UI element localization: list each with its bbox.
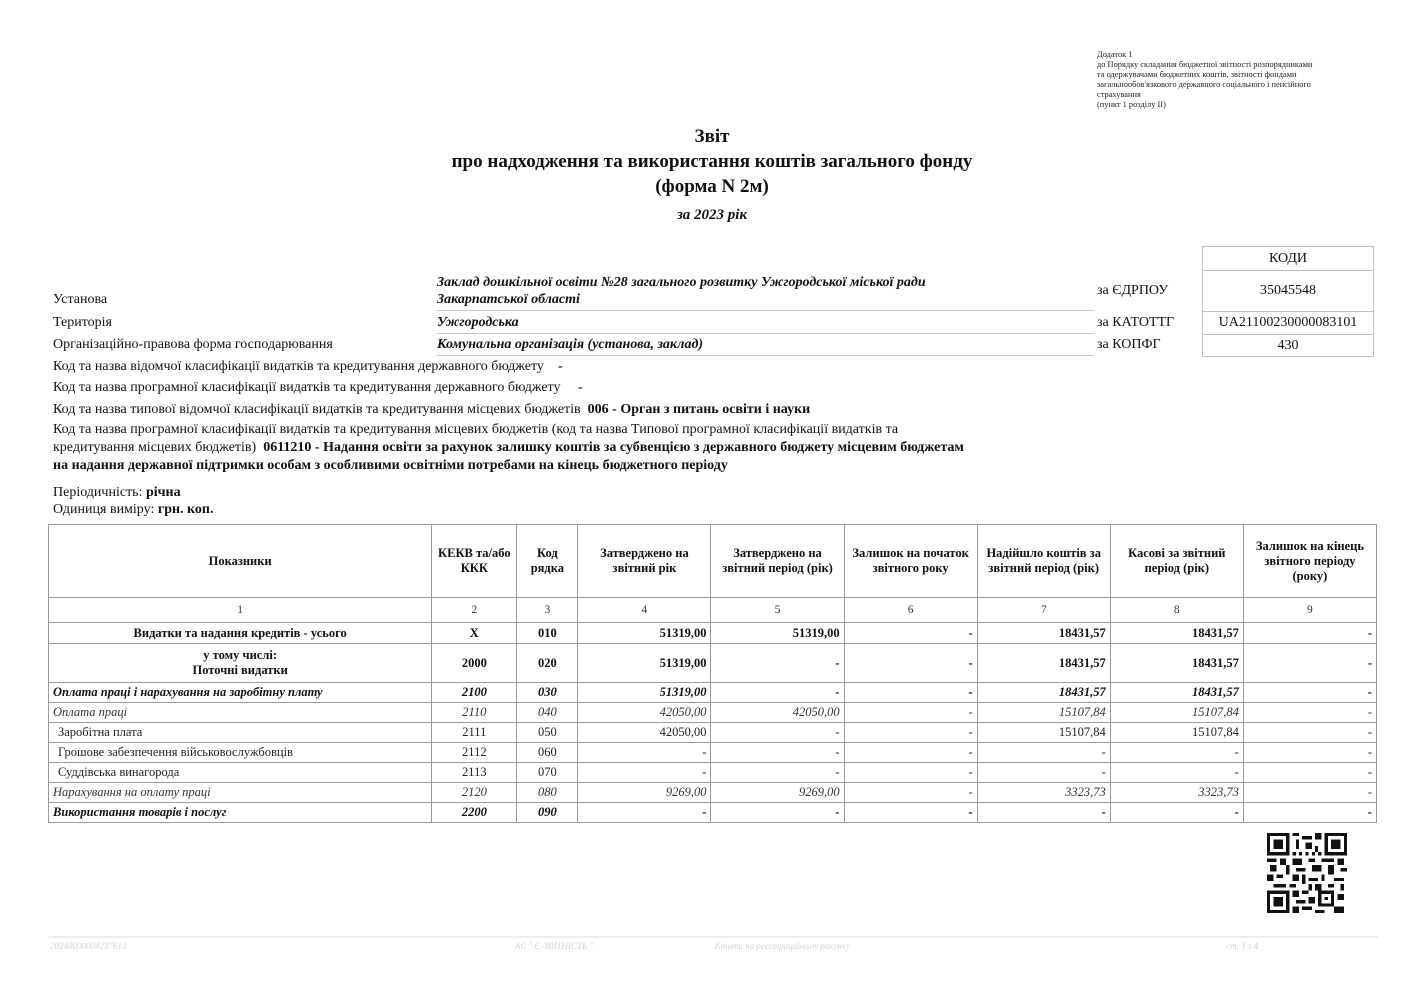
row-name: Заробітна плата bbox=[49, 723, 432, 743]
row-c7: 18431,57 bbox=[977, 644, 1110, 683]
row-kekv: X bbox=[432, 623, 517, 644]
row-c5: 42050,00 bbox=[711, 703, 844, 723]
table-row bbox=[49, 783, 1377, 803]
row-c4: - bbox=[578, 803, 711, 823]
row-code: 050 bbox=[517, 723, 578, 743]
row-kekv: 2111 bbox=[432, 723, 517, 743]
col-number: 2 bbox=[432, 598, 517, 623]
row-c9: - bbox=[1243, 723, 1376, 743]
row-c9: - bbox=[1243, 623, 1376, 644]
row-name: Оплата праці і нарахування на заробітну плату bbox=[49, 683, 432, 703]
footer-divider bbox=[48, 936, 1378, 938]
row-c7: - bbox=[977, 743, 1110, 763]
prog-local-value-line1: 0611210 - Надання освіти за рахунок залишку коштів за субвенцією з державного бюджету місцевим бюджетам bbox=[263, 440, 964, 455]
table-row bbox=[49, 644, 1377, 683]
row-c7: 15107,84 bbox=[977, 703, 1110, 723]
row-code: 090 bbox=[517, 803, 578, 823]
col-header: Код рядка bbox=[517, 525, 578, 598]
report-title bbox=[0, 124, 1424, 229]
row-c6: - bbox=[844, 703, 977, 723]
col-header: Показники bbox=[49, 525, 432, 598]
row-name bbox=[49, 644, 432, 683]
row-c8: 18431,57 bbox=[1110, 683, 1243, 703]
col-header: Касові за звітний період (рік) bbox=[1110, 525, 1243, 598]
periodicity bbox=[53, 485, 181, 501]
row-kekv: 2100 bbox=[432, 683, 517, 703]
prog-local-classification bbox=[53, 440, 964, 456]
typ-dept-local-label: Код та назва типової відомчої класифікації видатків та кредитування місцевих бюджетів bbox=[53, 402, 581, 417]
row-kekv: 2110 bbox=[432, 703, 517, 723]
table-row bbox=[49, 683, 1377, 703]
prog-local-label-line2: кредитування місцевих бюджетів) bbox=[53, 440, 257, 455]
row-c5: - bbox=[711, 743, 844, 763]
col-header: Надійшло коштів за звітний період (рік) bbox=[977, 525, 1110, 598]
col-header: Залишок на початок звітного року bbox=[844, 525, 977, 598]
edrpou-label: за ЄДРПОУ bbox=[1097, 283, 1169, 298]
table-row bbox=[49, 623, 1377, 644]
row-c5: - bbox=[711, 723, 844, 743]
row-c6: - bbox=[844, 783, 977, 803]
row-c9: - bbox=[1243, 644, 1376, 683]
codes-header: КОДИ bbox=[1203, 247, 1374, 271]
row-c7: 18431,57 bbox=[977, 623, 1110, 644]
row-kekv: 2200 bbox=[432, 803, 517, 823]
prog-state-classification bbox=[53, 380, 583, 396]
col-number: 8 bbox=[1110, 598, 1243, 623]
periodicity-label: Періодичність: bbox=[53, 485, 143, 500]
row-c9: - bbox=[1243, 743, 1376, 763]
col-header: Залишок на кінець звітного періоду (року) bbox=[1243, 525, 1376, 598]
row-c7: - bbox=[977, 763, 1110, 783]
unit-of-measure bbox=[53, 502, 214, 518]
row-kekv: 2113 bbox=[432, 763, 517, 783]
row-kekv: 2120 bbox=[432, 783, 517, 803]
row-c4: 42050,00 bbox=[578, 723, 711, 743]
annex-line: Додаток 1 bbox=[1097, 50, 1133, 59]
row-name-line1: у тому числі: bbox=[203, 648, 277, 662]
row-c8: - bbox=[1110, 763, 1243, 783]
row-c7: - bbox=[977, 803, 1110, 823]
row-c4: - bbox=[578, 763, 711, 783]
dept-state-classification bbox=[53, 359, 563, 375]
annex-line: до Порядку складання бюджетної звітності розпорядниками bbox=[1097, 60, 1313, 69]
row-c4: - bbox=[578, 743, 711, 763]
row-c5: 51319,00 bbox=[711, 623, 844, 644]
row-c7: 18431,57 bbox=[977, 683, 1110, 703]
unit-value: грн. коп. bbox=[157, 502, 214, 517]
row-c8: - bbox=[1110, 743, 1243, 763]
col-header: Затверджено на звітний період (рік) bbox=[711, 525, 844, 598]
column-numbers-row bbox=[49, 598, 1377, 623]
col-number: 7 bbox=[977, 598, 1110, 623]
row-name-line2: Поточні видатки bbox=[192, 663, 288, 677]
row-c8: 18431,57 bbox=[1110, 644, 1243, 683]
footer-note: Кошти на реєстраційному рахунку bbox=[715, 941, 851, 951]
table-row bbox=[49, 743, 1377, 763]
table-row bbox=[49, 723, 1377, 743]
typ-dept-local-value: 006 - Орган з питань освіти і науки bbox=[587, 402, 811, 417]
footer-system: АС " Є-ЗВІТНІСТЬ " bbox=[515, 941, 594, 951]
row-c4: 51319,00 bbox=[578, 683, 711, 703]
periodicity-value: річна bbox=[145, 485, 181, 500]
row-name: Нарахування на оплату праці bbox=[49, 783, 432, 803]
prog-state-label: Код та назва програмної класифікації видатків та кредитування державного бюджету bbox=[53, 380, 561, 395]
legal-form-underline bbox=[436, 355, 1094, 356]
kopfg-value: 430 bbox=[1203, 335, 1374, 357]
row-name: Грошове забезпечення військовослужбовців bbox=[49, 743, 432, 763]
footer-doc-id: 20240000004237613 bbox=[50, 941, 127, 951]
table-row bbox=[49, 703, 1377, 723]
unit-label: Одиниця виміру: bbox=[53, 502, 155, 517]
row-code: 010 bbox=[517, 623, 578, 644]
institution-label: Установа bbox=[53, 292, 108, 307]
institution-value-line1: Заклад дошкільної освіти №28 загального розвитку Ужгородської міської ради bbox=[437, 275, 926, 290]
dept-state-label: Код та назва відомчої класифікації видатків та кредитування державного бюджету bbox=[53, 359, 544, 374]
title-line-2: про надходження та використання коштів загального фонду bbox=[451, 151, 973, 172]
territory-underline bbox=[436, 333, 1094, 334]
row-c8: 3323,73 bbox=[1110, 783, 1243, 803]
prog-local-label-line1: Код та назва програмної класифікації видатків та кредитування місцевих бюджетів (код та назва Типової програмної класифікації видатків та bbox=[53, 422, 899, 437]
col-number: 5 bbox=[711, 598, 844, 623]
row-c5: - bbox=[711, 644, 844, 683]
legal-form-value: Комунальна організація (установа, заклад) bbox=[437, 337, 704, 352]
annex-line: та одержувачами бюджетних коштів, звітності фондами bbox=[1097, 70, 1297, 79]
row-kekv: 2000 bbox=[432, 644, 517, 683]
title-line-3: (форма N 2м) bbox=[655, 176, 769, 197]
row-c6: - bbox=[844, 683, 977, 703]
row-code: 020 bbox=[517, 644, 578, 683]
row-c4: 51319,00 bbox=[578, 623, 711, 644]
territory-value: Ужгородська bbox=[437, 315, 519, 330]
row-c4: 9269,00 bbox=[578, 783, 711, 803]
edrpou-value: 35045548 bbox=[1203, 271, 1374, 312]
row-c5: - bbox=[711, 803, 844, 823]
codes-table bbox=[1202, 246, 1374, 357]
institution-underline bbox=[436, 310, 1094, 311]
title-line-1: Звіт bbox=[694, 126, 730, 147]
row-c6: - bbox=[844, 763, 977, 783]
row-c4: 42050,00 bbox=[578, 703, 711, 723]
row-c6: - bbox=[844, 623, 977, 644]
row-c8: 15107,84 bbox=[1110, 703, 1243, 723]
row-code: 070 bbox=[517, 763, 578, 783]
row-c5: - bbox=[711, 763, 844, 783]
row-code: 040 bbox=[517, 703, 578, 723]
prog-local-value-line2-row bbox=[53, 458, 728, 474]
row-c9: - bbox=[1243, 803, 1376, 823]
annex-line: (пункт 1 розділу II) bbox=[1097, 100, 1166, 109]
row-name: Оплата праці bbox=[49, 703, 432, 723]
row-c6: - bbox=[844, 644, 977, 683]
col-header: Затверджено на звітний рік bbox=[578, 525, 711, 598]
col-number: 1 bbox=[49, 598, 432, 623]
legal-form-label: Організаційно-правова форма господарювання bbox=[53, 337, 333, 352]
kopfg-label: за КОПФГ bbox=[1097, 337, 1161, 352]
prog-state-value: - bbox=[577, 380, 583, 395]
territory-label: Територія bbox=[53, 315, 112, 330]
row-c6: - bbox=[844, 743, 977, 763]
katottg-value: UA21100230000083101 bbox=[1203, 312, 1374, 335]
dept-state-value: - bbox=[557, 359, 563, 374]
table-row bbox=[49, 763, 1377, 783]
col-number: 3 bbox=[517, 598, 578, 623]
col-number: 4 bbox=[578, 598, 711, 623]
row-c9: - bbox=[1243, 683, 1376, 703]
row-c5: 9269,00 bbox=[711, 783, 844, 803]
typ-dept-local-classification bbox=[53, 402, 810, 418]
row-c7: 3323,73 bbox=[977, 783, 1110, 803]
annex-line: страхування bbox=[1097, 90, 1141, 99]
col-header: КЕКВ та/або ККК bbox=[432, 525, 517, 598]
qr-code-icon bbox=[1267, 833, 1347, 913]
row-c7: 15107,84 bbox=[977, 723, 1110, 743]
row-name: Суддівська винагорода bbox=[49, 763, 432, 783]
row-code: 060 bbox=[517, 743, 578, 763]
table-header-row bbox=[49, 525, 1377, 598]
row-c8: 15107,84 bbox=[1110, 723, 1243, 743]
row-c4: 51319,00 bbox=[578, 644, 711, 683]
row-name: Використання товарів і послуг bbox=[49, 803, 432, 823]
row-kekv: 2112 bbox=[432, 743, 517, 763]
katottg-label: за КАТОТТГ bbox=[1097, 315, 1175, 330]
annex-line: загальнообов'язкового державного соціального і пенсійного bbox=[1097, 80, 1311, 89]
col-number: 9 bbox=[1243, 598, 1376, 623]
row-c6: - bbox=[844, 723, 977, 743]
row-code: 030 bbox=[517, 683, 578, 703]
annex-note bbox=[1097, 50, 1372, 110]
col-number: 6 bbox=[844, 598, 977, 623]
row-name: Видатки та надання кредитів - усього bbox=[49, 623, 432, 644]
prog-local-value-line2: на надання державної підтримки особам з особливими освітніми потребами на кінець бюджетного періоду bbox=[53, 458, 728, 473]
row-c8: - bbox=[1110, 803, 1243, 823]
report-table bbox=[48, 524, 1377, 823]
row-c9: - bbox=[1243, 783, 1376, 803]
row-c9: - bbox=[1243, 703, 1376, 723]
institution-value-line2: Закарпатської області bbox=[437, 292, 580, 307]
table-row bbox=[49, 803, 1377, 823]
row-c5: - bbox=[711, 683, 844, 703]
row-c8: 18431,57 bbox=[1110, 623, 1243, 644]
row-c9: - bbox=[1243, 763, 1376, 783]
row-c6: - bbox=[844, 803, 977, 823]
row-code: 080 bbox=[517, 783, 578, 803]
footer-page: ст. 1 з 4 bbox=[1226, 941, 1259, 951]
report-period: за 2023 рік bbox=[676, 207, 748, 223]
